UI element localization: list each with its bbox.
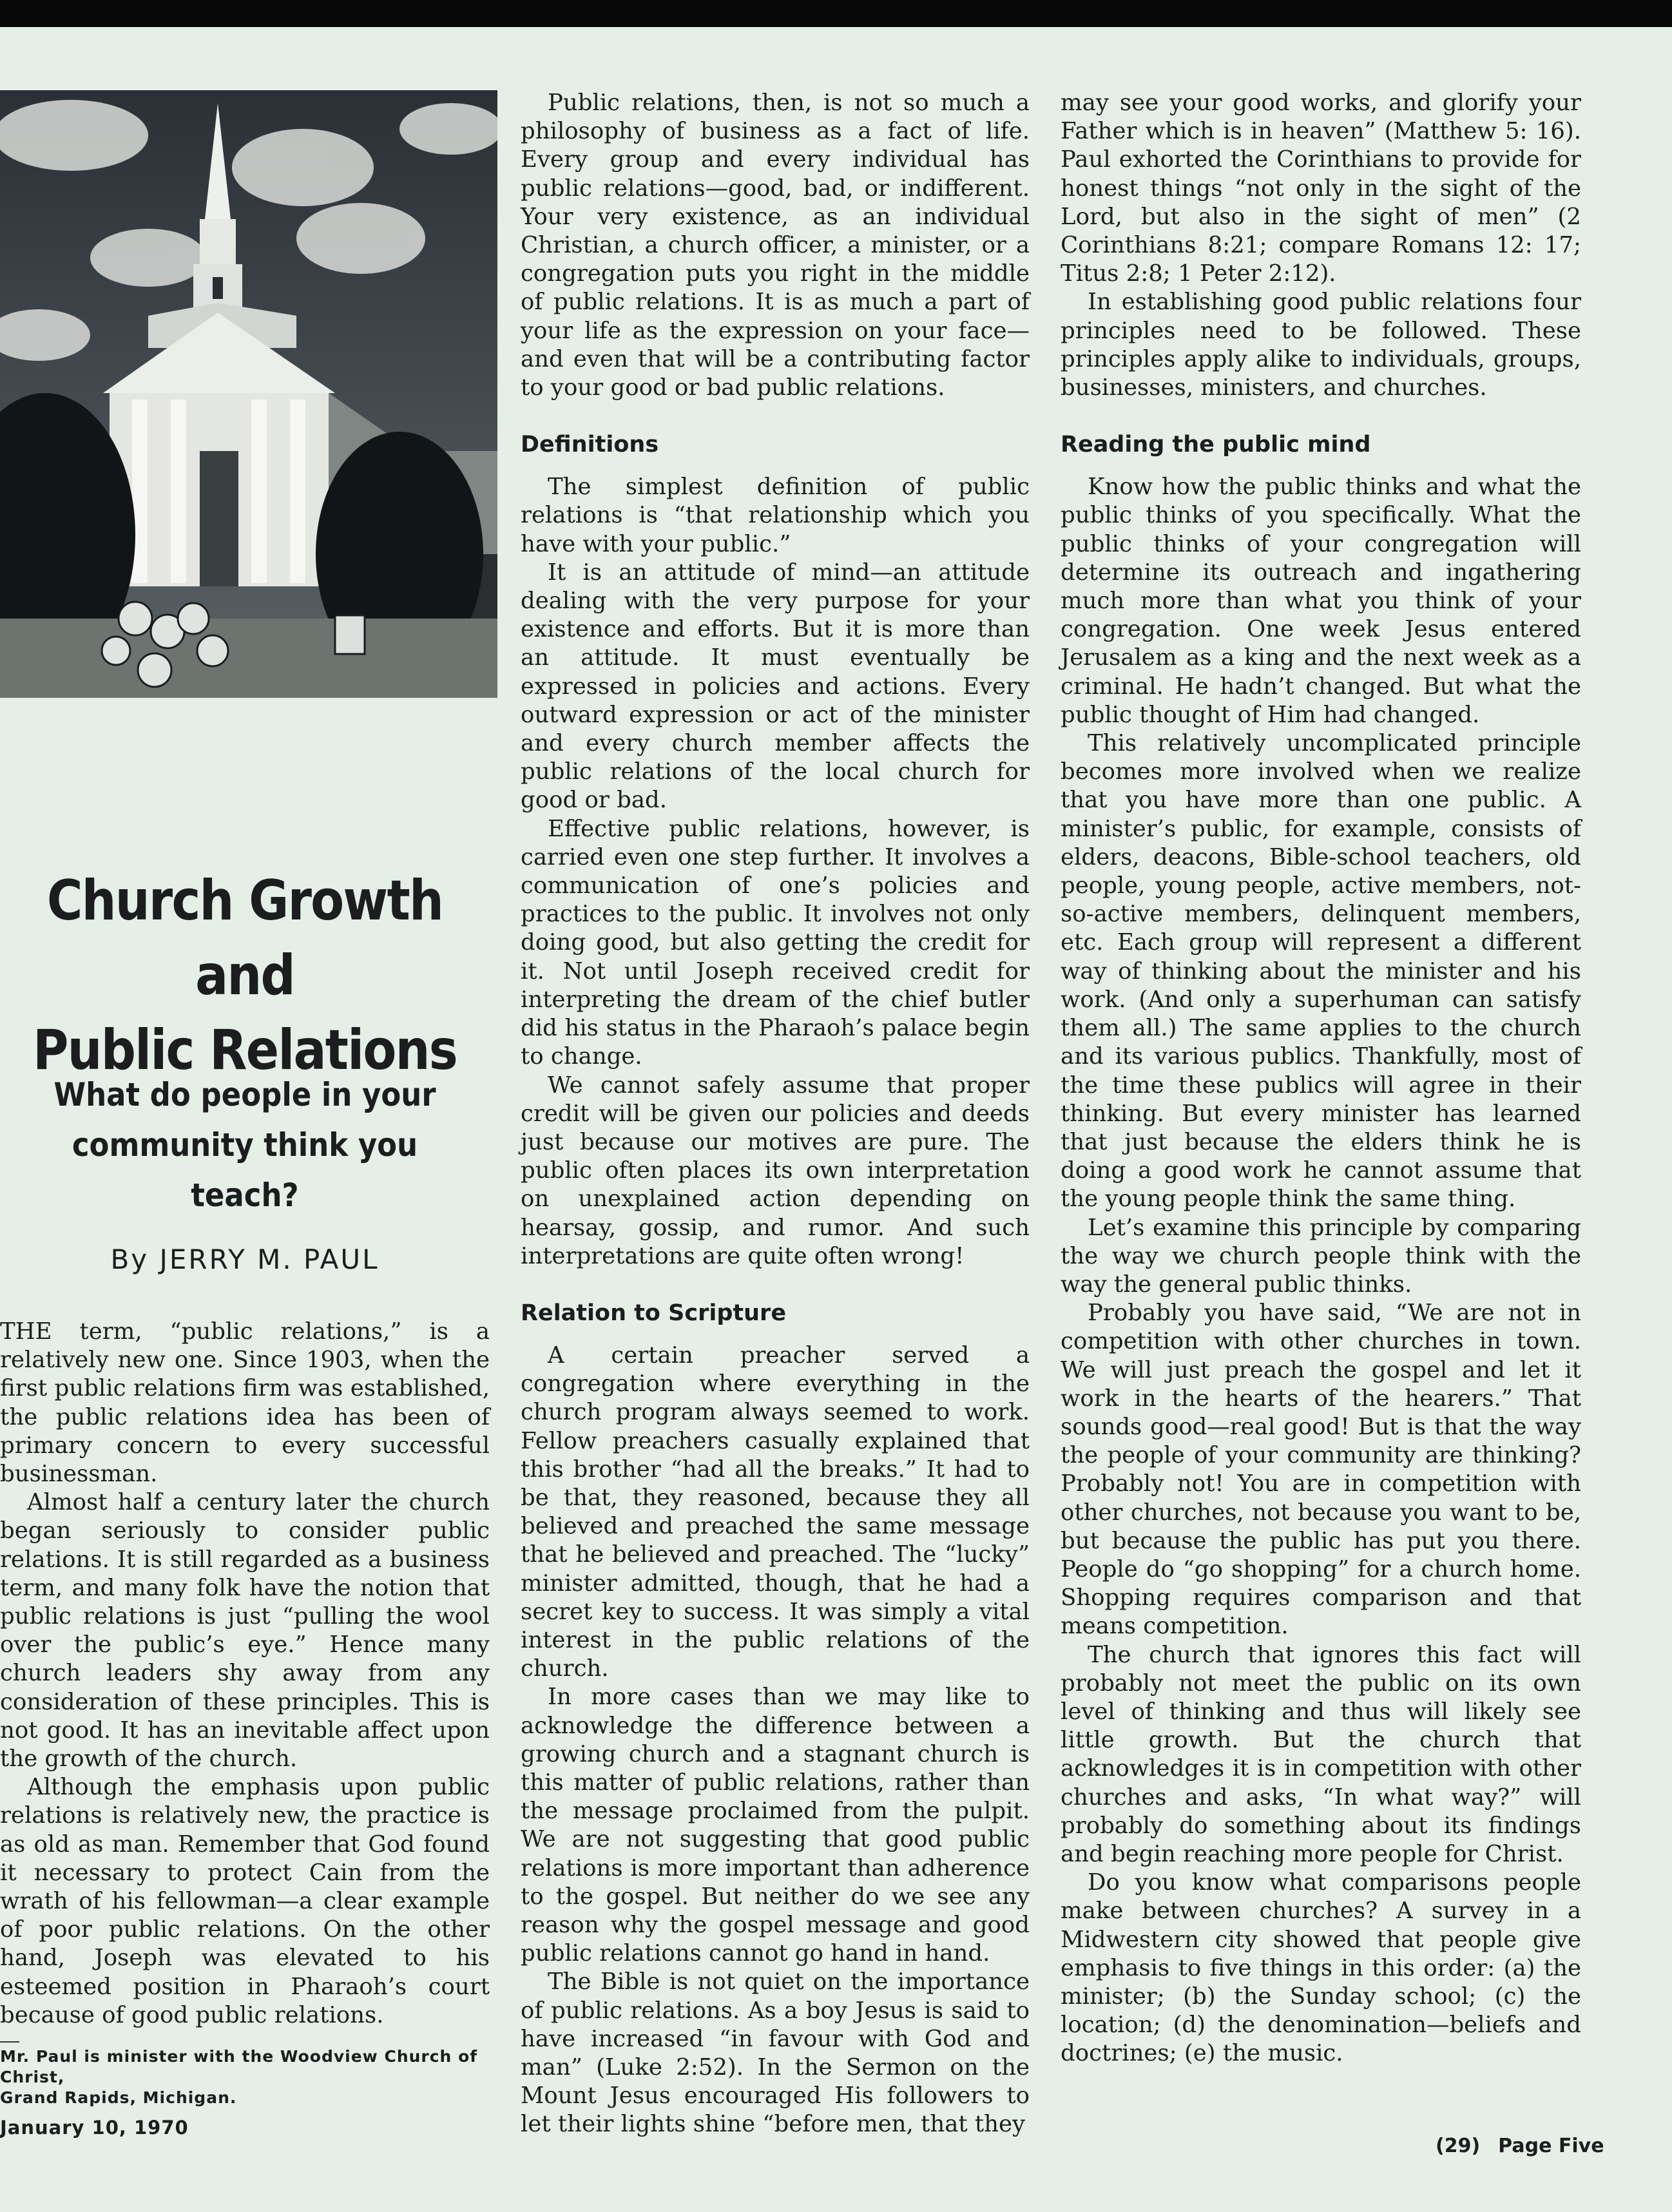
church-photo <box>0 90 497 698</box>
paragraph: The simplest definition of public relations is “that relationship which you have with your public.” <box>521 474 1030 557</box>
subtitle-line-2: community think you teach? <box>72 1126 418 1214</box>
paragraph: Public relations, then, is not so much a philosophy of business as a fact of life. Every group and every individual has public relations—good, bad, or indifferent. Your very existence, as an individual Christian, a church officer, a minister, or a congregation puts you right in the middle of public relations. It is as much a part of your life as the expression on your face—and even that will be a contributing factor to your good or bad public relations. <box>521 90 1030 401</box>
top-scan-border <box>0 0 1672 27</box>
paragraph: We cannot safely assume that proper credit will be given our policies and deeds just because our motives are pure. The public often places its own interpretation on unexplained action depending on hearsay, gossip, and rumor. And such interpretations are quite often wrong! <box>521 1072 1030 1269</box>
page-folio <box>1417 2135 1604 2157</box>
paragraph: It is an attitude of mind—an attitude dealing with the very purpose for your existence and efforts. But it is more than an attitude. It must eventually be expressed in policies and actions. Every outward expression or act of the minister and every church member affects the public relations of the local church for good or bad. <box>521 559 1030 814</box>
page-number: (29) <box>1436 2135 1481 2157</box>
paragraph: The Bible is not quiet on the importance of public relations. As a boy Jesus is said to have increased “in favour with God and man” (Luke 2:52). In the Sermon on the Mount Jesus encouraged His followers to let their lights shine “before men, that they <box>521 1968 1030 2138</box>
paragraph: This relatively uncomplicated principle becomes more involved when we realize that you have more than one public. A minister’s public, for example, consists of elders, deacons, Bible-school teachers, old people, young people, active members, not-so-active members, delinquent members, etc. Each group will represent a different way of thinking about the minister and his work. (And only a superhuman can satisfy them all.) The same applies to the church and its various publics. Thankfully, most of the time these publics will agree in their thinking. But every minister has learned that just because the elders think he is doing a good work he cannot assume that the young people think the same thing. <box>1061 730 1581 1213</box>
footnote-line-2: Grand Rapids, Michigan. <box>0 2088 237 2107</box>
section-heading-scripture: Relation to Scripture <box>521 1300 787 1326</box>
footnote-rule <box>0 2041 19 2043</box>
paragraph: Although the emphasis upon public relations is relatively new, the practice is as old as man. Remember that God found it necessary to protect Cain from the wrath of his fellowman—a clear example of poor public relations. On the other hand, Joseph was elevated to his esteemed position in Pharaoh’s court because of good public relations. <box>0 1774 490 2028</box>
subtitle-line-1: What do people in your <box>53 1076 436 1113</box>
section-heading-definitions: Definitions <box>521 432 659 458</box>
paragraph: In establishing good public relations four principles need to be followed. These principles apply alike to individuals, groups, businesses, ministers, and churches. <box>1061 289 1581 401</box>
article-subtitle <box>24 1070 465 1220</box>
paragraph: Let’s examine this principle by comparing the way we church people think with the way the general public thinks. <box>1061 1214 1581 1298</box>
column-2 <box>521 89 1030 2139</box>
paragraph: Probably you have said, “We are not in competition with other churches in town. We will just preach the gospel and let it work in the hearts of the hearers.” That sounds good—real good! But is that the way the people of your community are thinking? Probably not! You are in competition with other churches, not because you want to be, but because the public has put you there. People do “go shopping” for a church home. Shopping requires comparison and that means competition. <box>1061 1300 1581 1640</box>
issue-date: January 10, 1970 <box>0 2117 189 2139</box>
article-title <box>30 863 461 1088</box>
paragraph: Almost half a century later the church began seriously to consider public relations. It is still regarded as a business term, and many folk have the notion that public relations is just “pulling the wool over the public’s eye.” Hence many church leaders shy away from any consideration of these principles. This is not good. It has an inevitable affect upon the growth of the church. <box>0 1489 490 1773</box>
paragraph: Effective public relations, however, is carried even one step further. It involves a communication of one’s policies and practices to the public. It involves not only doing good, but also getting the credit for it. Not until Joseph received credit for interpreting the dream of the chief butler did his status in the Pharaoh’s palace begin to change. <box>521 815 1030 1070</box>
paragraph: may see your good works, and glorify your Father which is in heaven” (Matthew 5: 16). Paul exhorted the Corinthians to provide for honest things “not only in the sight of the Lord, but also in the sight of men” (2 Corinthians 8:21; compare Romans 12: 17; Titus 2:8; 1 Peter 2:12). <box>1061 90 1581 287</box>
author-footnote <box>0 2041 490 2108</box>
footnote-line-1: Mr. Paul is minister with the Woodview Church of Christ, <box>0 2047 478 2086</box>
paragraph: A certain preacher served a congregation where everything in the church program always seemed to work. Fellow preachers casually explained that this brother “had all the breaks.” It had to be that, they reasoned, because they all believed and preached the same message that he believed and preached. The “lucky” minister admitted, though, that he had a secret key to success. It was simply a vital interest in the public relations of the church. <box>521 1342 1030 1682</box>
column-3 <box>1061 89 1581 2068</box>
byline: By JERRY M. PAUL <box>110 1244 380 1275</box>
paragraph: Know how the public thinks and what the public thinks of you specifically. What the public thinks of your congregation will determine its outreach and ingathering much more than what you think of your congregation. One week Jesus entered Jerusalem as a king and the next week as a criminal. He hadn’t changed. But what the public thought of Him had changed. <box>1061 474 1581 728</box>
paragraph: THE term, “public relations,” is a relatively new one. Since 1903, when the first public relations firm was established, the public relations idea has been of primary concern to every successful businessman. <box>0 1318 490 1488</box>
column-1 <box>0 1318 490 2030</box>
paragraph: The church that ignores this fact will probably not meet the public on its own level of thinking and thus will likely see little growth. But the church that acknowledges it is in competition with other churches and asks, “In what way?” will probably do something about its findings and begin reaching more people for Christ. <box>1061 1641 1581 1867</box>
paragraph: In more cases than we may like to acknowledge the difference between a growing church and a stagnant church is this matter of public relations, rather than the message proclaimed from the pulpit. We are not suggesting that good public relations is more important than adherence to the gospel. But neither do we see any reason why the gospel message and good public relations cannot go hand in hand. <box>521 1684 1030 1967</box>
section-heading-public-mind: Reading the public mind <box>1061 432 1371 458</box>
title-line-2: Public Relations <box>32 1018 457 1082</box>
paragraph: Do you know what comparisons people make between churches? A survey in a Midwestern city showed that people give emphasis to five things in this order: (a) the minister; (b) the Sunday school; (c) the location; (d) the denomination—beliefs and doctrines; (e) the music. <box>1061 1869 1581 2067</box>
page-label: Page Five <box>1498 2135 1604 2157</box>
title-line-1: Church Growth and <box>46 869 443 1008</box>
